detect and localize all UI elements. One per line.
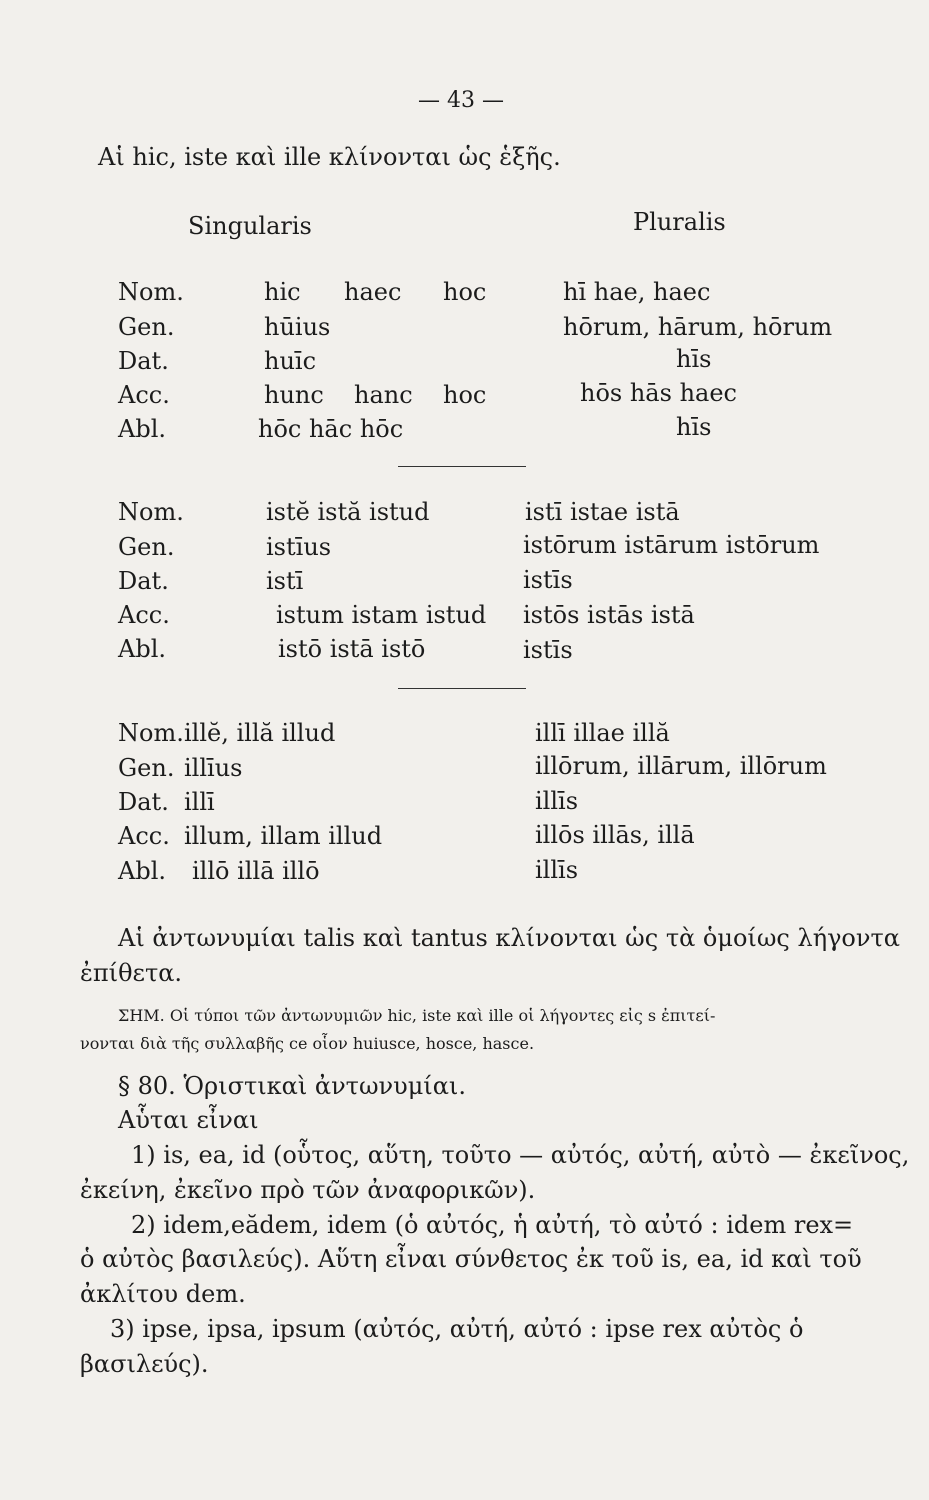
- pl-form: hī hae, haec: [563, 278, 711, 306]
- sg-form: illīus: [184, 754, 243, 782]
- autai-line: Αὗται εἶναι: [118, 1106, 259, 1134]
- pl-form: illōrum, illārum, illōrum: [535, 752, 827, 780]
- sg-form: hic: [264, 278, 301, 306]
- item2-line-3: ἀκλίτου dem.: [80, 1280, 246, 1308]
- case-label: Acc.: [118, 381, 170, 409]
- case-label: Nom.: [118, 498, 184, 526]
- pl-form: hōs hās haec: [580, 379, 737, 407]
- pl-form: illī illae illă: [535, 719, 670, 747]
- item1-line-2: ἐκείνη, ἐκεῖνο πρὸ τῶν ἀναφορικῶν).: [80, 1176, 536, 1204]
- case-label: Abl.: [118, 857, 166, 885]
- case-label: Dat.: [118, 567, 169, 595]
- sg-form: illum, illam illud: [184, 822, 383, 850]
- sg-form: istĕ istă istud: [266, 498, 430, 526]
- pl-form: illīs: [535, 787, 579, 815]
- sg-form: hunc: [264, 381, 324, 409]
- pl-form: illōs illās, illā: [535, 821, 695, 849]
- sg-form: illō illā illō: [192, 857, 320, 885]
- sg-form: hoc: [443, 381, 487, 409]
- case-label: Abl.: [118, 635, 166, 663]
- talis-line-1: Αἱ ἀντωνυμίαι talis καὶ tantus κλίνονται ὡς τὰ ὁμοίως λήγοντα: [118, 924, 900, 952]
- pl-form: hōrum, hārum, hōrum: [563, 313, 833, 341]
- pl-form: istōs istās istā: [523, 601, 695, 629]
- item3-line-2: βασιλεύς).: [80, 1350, 209, 1378]
- pl-form: hīs: [676, 345, 712, 373]
- sg-form: hōc hāc hōc: [258, 415, 404, 443]
- item2-line-2: ὁ αὐτὸς βασιλεύς). Αὕτη εἶναι σύνθετος ἐκ τοῦ is, ea, id καὶ τοῦ: [80, 1245, 862, 1273]
- item3-line-1: 3) ipse, ipsa, ipsum (αὐτός, αὐτή, αὐτό : ipse rex αὐτὸς ὁ: [110, 1315, 804, 1343]
- sg-form: hūius: [264, 313, 331, 341]
- case-label: Dat.: [118, 788, 169, 816]
- pl-form: istōrum istārum istōrum: [523, 531, 820, 559]
- sg-form: illī: [184, 788, 215, 816]
- sg-form: hanc: [354, 381, 413, 409]
- sg-form: huīc: [264, 347, 317, 375]
- case-label: Acc.: [118, 822, 170, 850]
- sg-form: istum istam istud: [276, 601, 487, 629]
- case-label: Dat.: [118, 347, 169, 375]
- item1-line-1: 1) is, ea, id (οὗτος, αὕτη, τοῦτο — αὐτός, αὐτή, αὐτὸ — ἐκεῖνος,: [131, 1141, 910, 1169]
- sg-form: istīus: [266, 533, 332, 561]
- case-label: Gen.: [118, 754, 175, 782]
- header-pluralis: Pluralis: [633, 208, 726, 236]
- note-line-1: ΣΗΜ. Οἱ τύποι τῶν ἀντωνυμιῶν hic, iste καὶ ille οἱ λήγοντες εἰς s ἐπιτεί-: [118, 1006, 716, 1025]
- case-label: Abl.: [118, 415, 166, 443]
- item2-line-1: 2) idem,eădem, idem (ὁ αὐτός, ἡ αὐτή, τὸ αὐτό : idem rex=: [131, 1211, 854, 1239]
- section-heading: § 80. Ὁριστικαὶ ἀντωνυμίαι.: [118, 1072, 466, 1100]
- case-label: Acc.: [118, 601, 170, 629]
- divider-rule: [398, 466, 526, 467]
- case-label: Nom.: [118, 278, 184, 306]
- sg-form: haec: [344, 278, 402, 306]
- case-label: Gen.: [118, 313, 175, 341]
- pl-form: istīs: [523, 566, 573, 594]
- divider-rule: [398, 688, 526, 689]
- pl-form: istīs: [523, 636, 573, 664]
- pl-form: istī istae istā: [525, 498, 680, 526]
- pl-form: hīs: [676, 413, 712, 441]
- sg-form: illĕ, illă illud: [184, 719, 336, 747]
- sg-form: istī: [266, 567, 304, 595]
- sg-form: hoc: [443, 278, 487, 306]
- case-label: Gen.: [118, 533, 175, 561]
- pl-form: illīs: [535, 856, 579, 884]
- intro-line: Αἱ hic, iste καὶ ille κλίνονται ὡς ἑξῆς.: [98, 143, 561, 171]
- sg-form: istō istā istō: [278, 635, 426, 663]
- header-singularis: Singularis: [188, 212, 312, 240]
- talis-line-2: ἐπίθετα.: [80, 959, 183, 987]
- case-label: Nom.: [118, 719, 184, 747]
- note-line-2: νονται διὰ τῆς συλλαβῆς ce οἷον huiusce, hosce, hasce.: [80, 1034, 535, 1053]
- page-number: — 43 —: [418, 88, 504, 113]
